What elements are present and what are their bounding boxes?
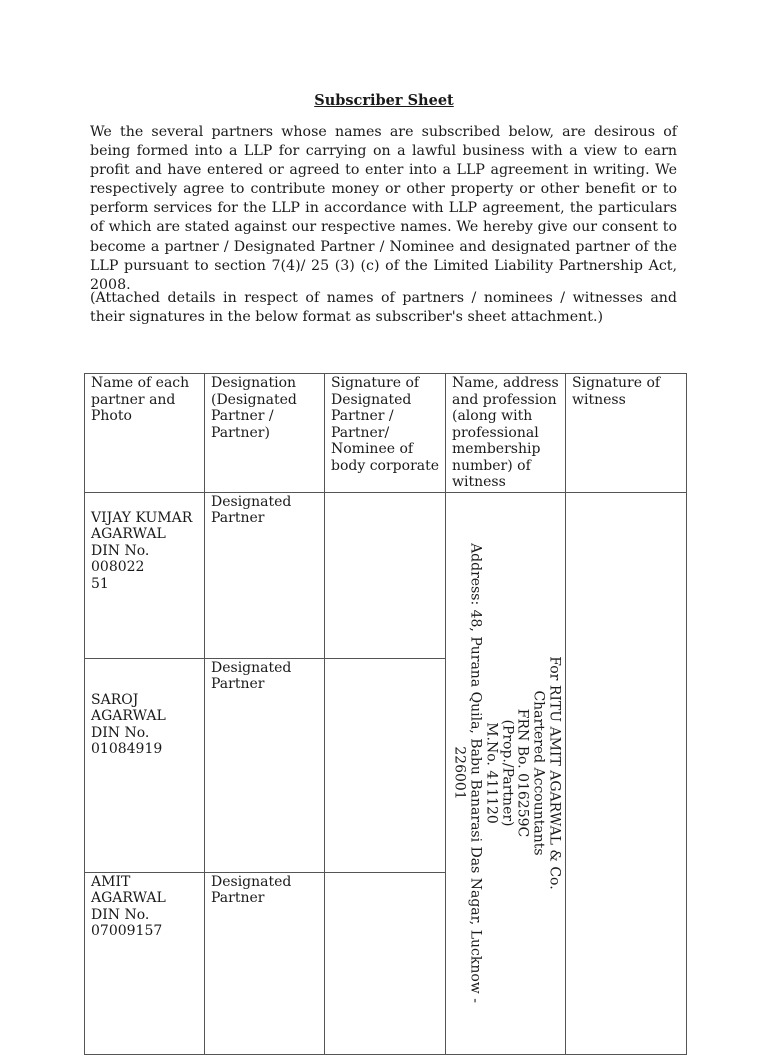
partner-signature-cell (325, 492, 446, 658)
partner-name-cell (85, 492, 205, 658)
din-number: 51 (91, 575, 109, 592)
witness-membership: M.No. 411120 (482, 722, 499, 824)
witness-details-cell (446, 492, 566, 1054)
din-number: 07009157 (91, 923, 163, 939)
partner-name-line: AGARWAL (91, 708, 166, 724)
designation-line: Designated (211, 873, 292, 890)
header-name: Name of each partner and Photo (85, 374, 205, 493)
partner-signature-cell (325, 658, 446, 872)
header-witness-signature: Signature of witness (566, 374, 687, 493)
witness-pincode: 226001 (451, 746, 468, 800)
witness-frn: FRN Bo. 016259C (514, 708, 531, 838)
din-label: DIN No. (91, 724, 150, 741)
consent-paragraph: We the several partners whose names are subscribed below, are desirous of being formed into a LLP for carrying on a lawful business with a view to earn profit and have entered or agreed to enter into a LLP agreement in writing. We respectively agree to contribute money or other property or other benefit or to perform services for the LLP in accordance with LLP agreement, the particulars of which are stated against our respective names. We hereby give our consent to become a partner / Designated Partner / Nominee and designated partner of the LLP pursuant to section 7(4)/ 25 (3) (c) of the Limited Liability Partnership Act, 2008. (90, 124, 677, 293)
partner-name-cell (85, 872, 205, 1054)
table-row (85, 492, 687, 658)
witness-role: (Prop./Partner) (498, 719, 515, 827)
witness-firm: For RITU AMIT AGARWAL & Co. (545, 656, 562, 890)
witness-address: Address: 48, Purana Quila, Babu Banarasi Das Nagar, Lucknow - (466, 543, 483, 1003)
header-witness-details: Name, address and profession (along with professional membership number) of witness (446, 374, 566, 493)
designation-line: Designated (211, 493, 292, 510)
designation-cell (205, 492, 325, 658)
designation-line: Partner (211, 510, 265, 526)
din-number: 01084919 (91, 741, 163, 757)
witness-signature-cell (566, 492, 687, 1054)
partner-name-line: AGARWAL (91, 526, 166, 542)
designation-cell (205, 872, 325, 1054)
partner-name-cell (85, 658, 205, 872)
witness-details (450, 538, 561, 1008)
table-header-row (85, 374, 687, 493)
din-label: DIN No. (91, 542, 150, 559)
header-designation: Designation (Designated Partner / Partner) (205, 374, 325, 493)
partner-name-line: VIJAY KUMAR (91, 509, 193, 526)
header-signature: Signature of Designated Partner / Partner/ Nominee of body corporate (325, 374, 446, 493)
partner-name-line: AMIT (91, 873, 131, 890)
designation-line: Partner (211, 890, 265, 906)
din-label: DIN No. (91, 906, 150, 923)
designation-line: Designated (211, 659, 292, 676)
subscriber-table (84, 373, 687, 1055)
page-title: Subscriber Sheet (314, 92, 454, 109)
designation-line: Partner (211, 676, 265, 692)
din-number: 008022 (91, 559, 145, 575)
partner-signature-cell (325, 872, 446, 1054)
attachment-note: (Attached details in respect of names of partners / nominees / witnesses and their signatures in the below format as subscriber's sheet attachment.) (90, 290, 677, 326)
designation-cell (205, 658, 325, 872)
witness-profession: Chartered Accountants (529, 690, 546, 856)
partner-name-line: AGARWAL (91, 890, 166, 906)
partner-name-line: SAROJ (91, 691, 139, 708)
